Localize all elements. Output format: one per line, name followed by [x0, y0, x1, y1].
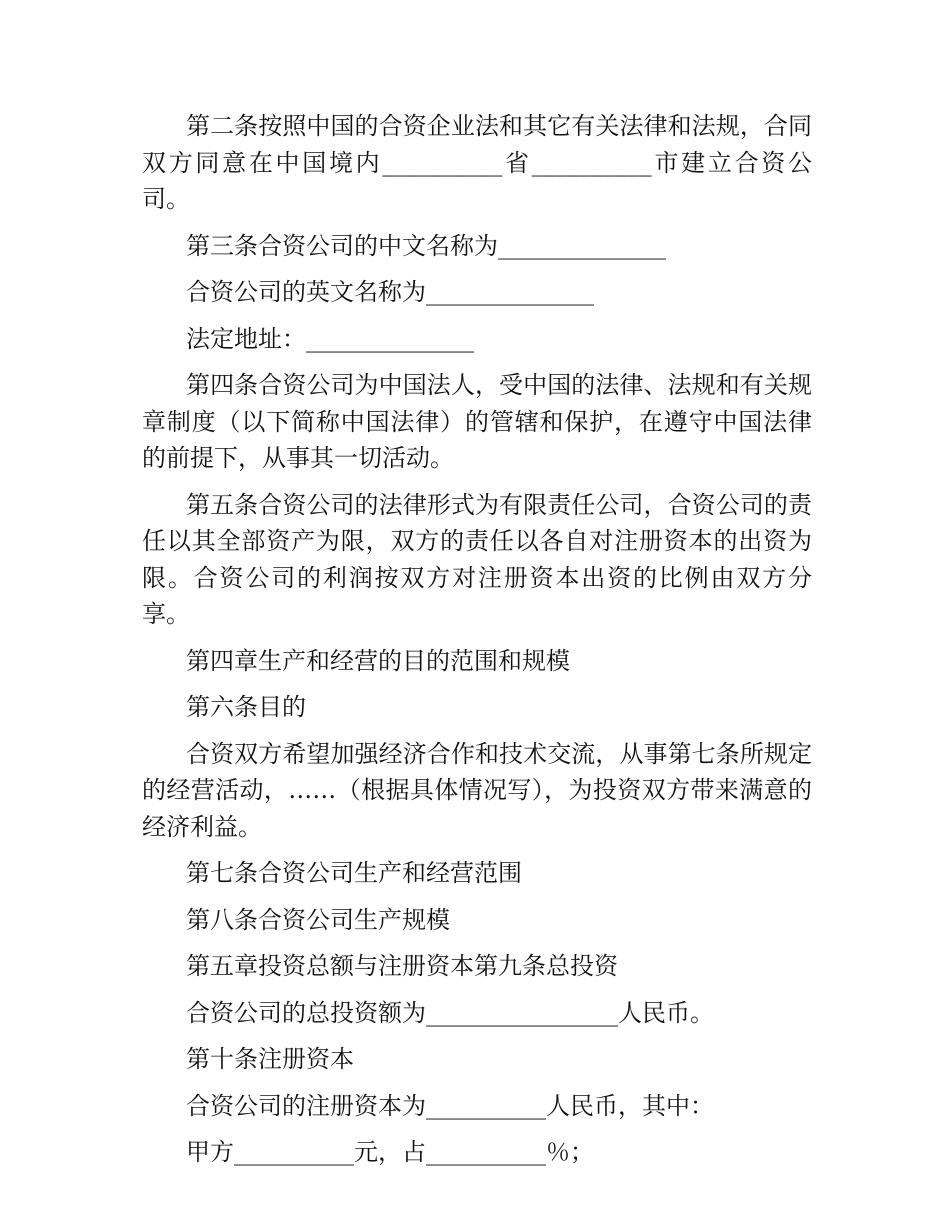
- paragraph-article-2: 第二条按照中国的合资企业法和其它有关法律和法规，合同双方同意在中国境内__________省__________市建立合资公司。: [142, 112, 812, 213]
- paragraph-registered-capital: 合资公司的注册资本为__________人民币，其中：: [186, 1091, 714, 1120]
- article-10-heading: 第十条注册资本: [186, 1045, 354, 1073]
- chapter-4-heading: 第四章生产和经营的目的范围和规模: [186, 646, 570, 675]
- paragraph-purpose: 合资双方希望加强经济合作和技术交流，从事第七条所规定的经营活动，……（根据具体情况写），为投资双方带来满意的经济利益。: [142, 739, 812, 841]
- document-body: [142, 108, 812, 1181]
- paragraph-article-4: 第四条合资公司为中国法人，受中国的法律、法规和有关规章制度（以下简称中国法律）的管辖和保护，在遵守中国法律的前提下，从事其一切活动。: [142, 371, 812, 472]
- article-6-heading: 第六条目的: [186, 693, 306, 721]
- article-8-heading: 第八条合资公司生产规模: [186, 905, 450, 934]
- chapter-5-heading: 第五章投资总额与注册资本第九条总投资: [186, 952, 618, 980]
- paragraph-article-3-chinese-name: 第三条合资公司的中文名称为______________: [186, 231, 666, 260]
- paragraph-legal-address: 法定地址：______________: [186, 324, 474, 353]
- article-7-heading: 第七条合资公司生产和经营范围: [186, 859, 522, 887]
- paragraph-english-name: 合资公司的英文名称为______________: [186, 278, 594, 306]
- paragraph-article-5: 第五条合资公司的法律形式为有限责任公司，合资公司的责任以其全部资产为限，双方的责任以各自对注册资本的出资为限。合资公司的利润按双方对注册资本出资的比例由双方分享。: [142, 490, 812, 628]
- paragraph-party-a-share: 甲方__________元，占__________％；: [186, 1138, 594, 1166]
- paragraph-total-investment: 合资公司的总投资额为________________人民币。: [186, 998, 714, 1027]
